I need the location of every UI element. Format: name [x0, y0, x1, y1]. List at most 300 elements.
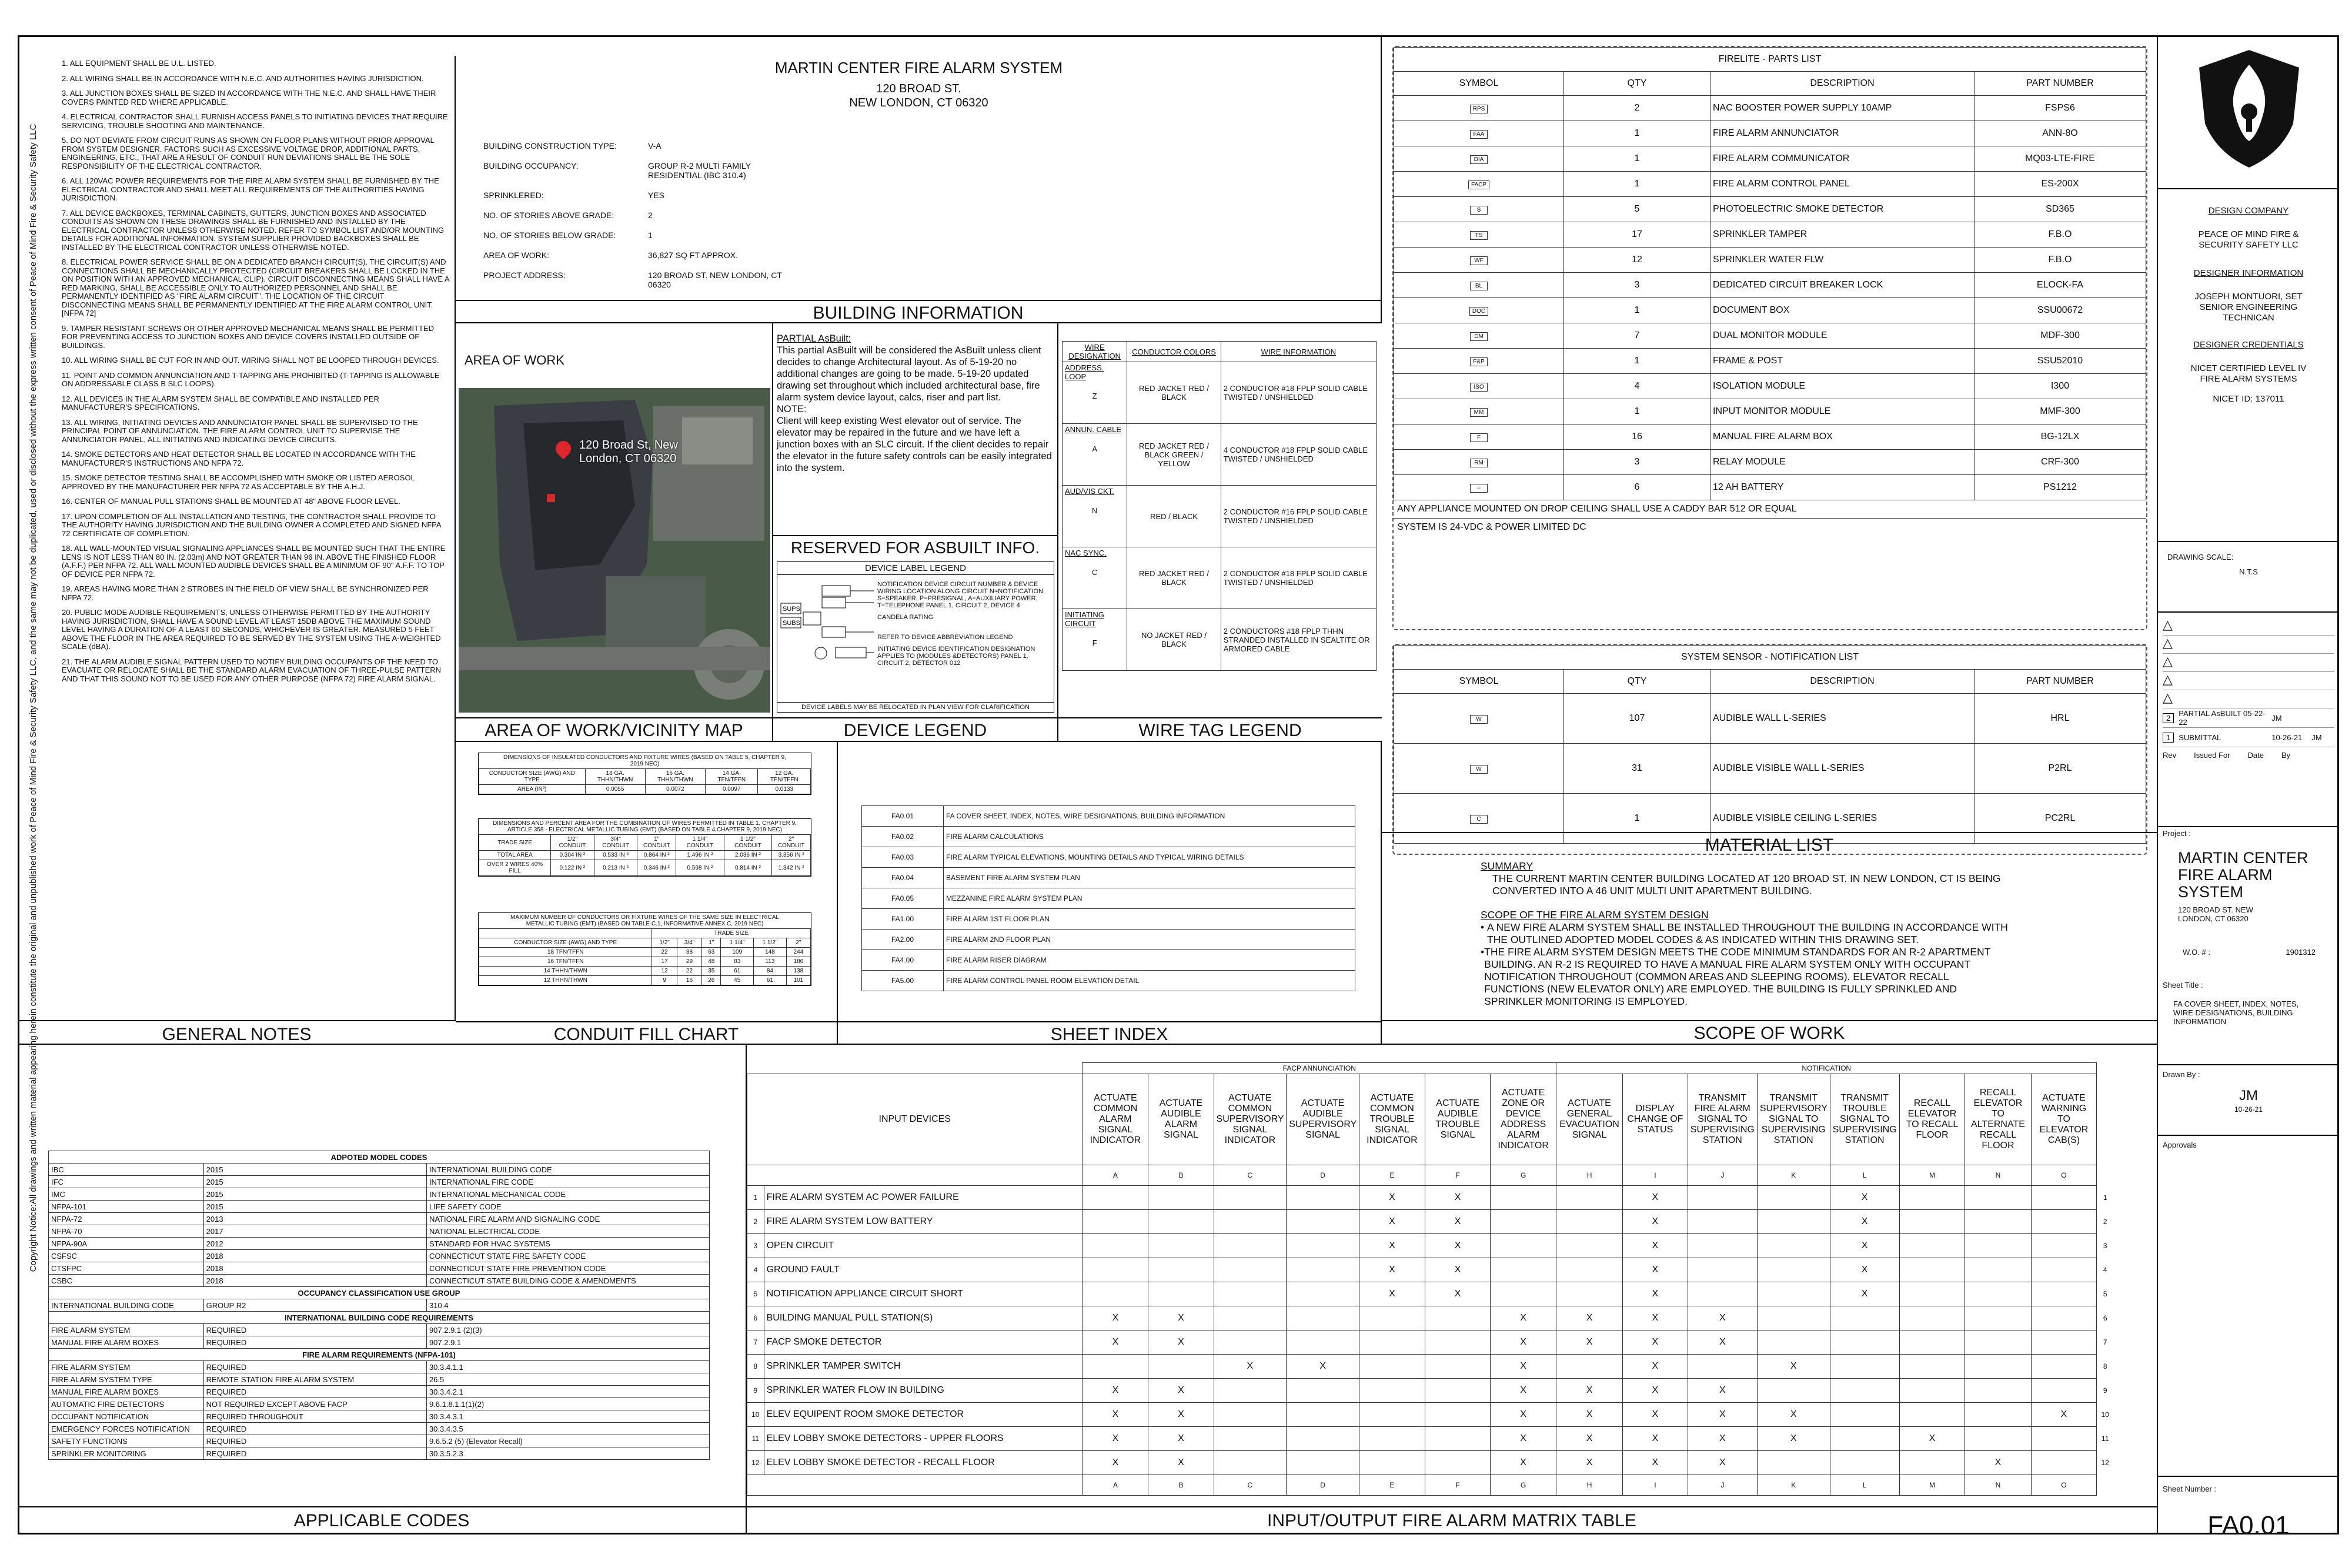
building-info-key: SPRINKLERED:: [483, 190, 544, 200]
sheet-number-cell: FA1.00: [862, 909, 944, 930]
matrix-column-header: ACTUATE COMMON ALARM SIGNAL INDICATOR: [1083, 1074, 1148, 1165]
conduit-panel: [456, 741, 838, 1044]
code-cell: REQUIRED: [203, 1423, 426, 1435]
device-label-legend: [777, 561, 1054, 713]
revision-header: Rev: [2163, 751, 2177, 760]
matrix-group-notification: NOTIFICATION: [1556, 1063, 2097, 1074]
matrix-cell: X: [1425, 1234, 1490, 1258]
building-info-title: BUILDING INFORMATION: [456, 300, 1381, 327]
part-qty: 1: [1564, 298, 1710, 323]
conduit-cell: 186: [786, 957, 810, 967]
device-symbol-icon: --: [1470, 484, 1488, 493]
svg-text:SUBS: SUBS: [783, 620, 800, 627]
code-cell: NFPA-70: [49, 1225, 204, 1238]
conduit-cell: 1" CONDUIT: [637, 835, 676, 851]
matrix-cell: [1214, 1186, 1287, 1210]
table-row: [747, 1427, 2114, 1451]
code-cell: REQUIRED THROUGHOUT: [203, 1410, 426, 1423]
general-note: 10. ALL WIRING SHALL BE CUT FOR IN AND OUT. WIRING SHALL NOT BE LOOPED THROUGH DEVICES.: [62, 356, 439, 365]
table-row: [1063, 362, 1377, 424]
code-cell: 30.3.4.3.1: [426, 1410, 709, 1423]
conduit-cell: 16 TFN/TFFN: [479, 957, 652, 967]
codes-header: ADPOTED MODEL CODES: [49, 1151, 710, 1164]
conduit-cell: 244: [786, 948, 810, 957]
general-note: 16. CENTER OF MANUAL PULL STATIONS SHALL BE MOUNTED AT 48" ABOVE FLOOR LEVEL.: [62, 497, 400, 506]
matrix-cell: X: [1083, 1306, 1148, 1330]
code-cell: MANUAL FIRE ALARM BOXES: [49, 1386, 204, 1398]
code-cell: 2013: [203, 1213, 426, 1225]
general-note: 18. ALL WALL-MOUNTED VISUAL SIGNALING APPLIANCES SHALL BE MOUNTED SUCH THAT THE ENTIRE LENS IS NOT LESS THAN 80 IN. (2.03m) AND NOT GREATER THAN 96 IN. ABOVE THE FINISHED FLOOR (A.F.F.) PER NFPA 72. ALL WALL MOUNTED AUDIBLE DEVICES SHALL BE A MINIMUM OF 90" A.F.F. TO TOP OF DEVICE PER NFPA 72.: [62, 544, 446, 579]
table-row: [747, 1379, 2114, 1403]
matrix-cell: X: [1688, 1379, 1757, 1403]
table-row: [1394, 222, 2146, 248]
material-list-title: MATERIAL LIST: [1382, 832, 2157, 859]
matrix-letter: G: [1491, 1165, 1556, 1186]
matrix-cell: X: [1148, 1427, 1214, 1451]
general-note: 7. ALL DEVICE BACKBOXES, TERMINAL CABINETS, GUTTERS, JUNCTION BOXES AND ASSOCIATED CONDUITS AS SHOWN ON THESE DRAWINGS SHALL BE FURNISHED AND INSTALLED BY THE ELECTRICAL CONTRACTOR UNLESS OTHERWISE NOTED. REFER TO SYMBOL LIST AND/OR MOUNTING DETAILS FOR ADDITIONAL INFORMATION. SYSTEM SUPPLIER PROVIDED BACKBOXES SHALL BE INSTALLED BY THE ELECTRICAL CONTRACTOR UNLESS OTHERWISE NOTED.: [62, 208, 445, 252]
code-cell: 30.3.5.2.3: [426, 1447, 709, 1460]
project-title: MARTIN CENTER FIRE ALARM SYSTEM: [774, 59, 1063, 76]
code-cell: EMERGENCY FORCES NOTIFICATION: [49, 1423, 204, 1435]
general-note: 11. POINT AND COMMON ANNUNCIATION AND T-TAPPING ARE PROHIBITED (T-TAPPING IS ALLOWABLE ON ADDRESSABLE CLASS B SLC LOOPS).: [62, 370, 440, 388]
revision-triangle-icon: △: [2163, 617, 2173, 632]
matrix-cell: X: [1425, 1282, 1490, 1306]
company-logo-icon: [2193, 47, 2305, 170]
wire-tag-header: WIRE DESIGNATION: [1063, 342, 1127, 362]
code-cell: 907.2.9.1: [426, 1336, 709, 1349]
conduit-cell: 22: [652, 948, 677, 957]
matrix-row-label: NOTIFICATION APPLIANCE CIRCUIT SHORT: [764, 1282, 1083, 1306]
matrix-cell: [1287, 1306, 1359, 1330]
building-info-value: 1: [648, 230, 653, 240]
codes-title: APPLICABLE CODES: [18, 1506, 746, 1537]
matrix-cell: [1757, 1282, 1830, 1306]
matrix-cell: [2031, 1210, 2097, 1234]
matrix-letter: D: [1287, 1475, 1359, 1496]
matrix-cell: [2031, 1306, 2097, 1330]
part-qty: 7: [1564, 323, 1710, 349]
matrix-row-number: 6: [747, 1306, 764, 1330]
revision-triangle-icon: △: [2163, 672, 2173, 687]
matrix-title: INPUT/OUTPUT FIRE ALARM MATRIX TABLE: [747, 1506, 2157, 1537]
wire-colors: NO JACKET RED / BLACK: [1141, 631, 1207, 648]
table-row: [862, 827, 1355, 847]
matrix-letter: E: [1359, 1165, 1425, 1186]
general-notes-list: [56, 56, 455, 683]
sheet-title-cell: MEZZANINE FIRE ALARM SYSTEM PLAN: [944, 888, 1355, 909]
part-qty: 3: [1564, 273, 1710, 298]
matrix-cell: [2031, 1427, 2097, 1451]
design-company-label: DESIGN COMPANY: [2208, 206, 2289, 216]
conduit-cell: [479, 929, 652, 938]
matrix-cell: [1083, 1282, 1148, 1306]
matrix-cell: [1425, 1451, 1490, 1475]
matrix-cell: [1965, 1258, 2031, 1282]
wire-tag-header: CONDUCTOR COLORS: [1127, 342, 1221, 362]
conduit-cell: 1/2" CONDUIT: [551, 835, 594, 851]
code-cell: SPRINKLER MONITORING: [49, 1447, 204, 1460]
table-row: [49, 1336, 710, 1349]
matrix-column-header: ACTUATE AUDIBLE SUPERVISORY SIGNAL: [1287, 1074, 1359, 1165]
parts-header: SYMBOL: [1394, 72, 1564, 96]
part-qty: 1: [1564, 146, 1710, 172]
matrix-cell: [2031, 1330, 2097, 1355]
revision-desc: SUBMITTAL: [2179, 733, 2221, 742]
matrix-letter: I: [1622, 1165, 1688, 1186]
matrix-blank: [747, 1165, 1083, 1186]
matrix-cell: [1556, 1234, 1623, 1258]
part-number: BG-12LX: [1975, 424, 2146, 450]
code-cell: FIRE ALARM SYSTEM TYPE: [49, 1373, 204, 1386]
part-qty: 1: [1564, 121, 1710, 146]
device-symbol-icon: MM: [1470, 408, 1488, 417]
matrix-cell: [1491, 1282, 1556, 1306]
vicinity-title: AREA OF WORK/VICINITY MAP: [456, 717, 772, 744]
sheet-index-panel: [838, 741, 1382, 1044]
matrix-cell: [1359, 1330, 1425, 1355]
code-cell: 907.2.9.1 (2)(3): [426, 1324, 709, 1336]
table-row: [1394, 349, 2146, 374]
matrix-row-label: OPEN CIRCUIT: [764, 1234, 1083, 1258]
conduit-cell: 0.0055: [585, 785, 645, 794]
device-symbol-icon: DIA: [1470, 155, 1488, 164]
conduit-cell: 0.864 IN ²: [637, 851, 676, 860]
parts-header: DESCRIPTION: [1710, 72, 1975, 96]
table-row: [862, 930, 1355, 950]
matrix-row-number: 3: [747, 1234, 764, 1258]
matrix-cell: [1965, 1210, 2031, 1234]
title-block-project: MARTIN CENTER FIRE ALARM SYSTEM: [2178, 849, 2308, 901]
matrix-column-header: TRANSMIT FIRE ALARM SIGNAL TO SUPERVISING STATION: [1688, 1074, 1757, 1165]
device-legend-line: INITIATING DEVICE IDENTIFICATION DESIGNATION APPLIES TO (MODULES &DETECTORS) PANEL 1, CIRCUIT 2, DETECTOR 012: [877, 646, 1035, 667]
device-symbol-icon: DM: [1470, 332, 1488, 341]
matrix-cell: X: [1622, 1427, 1688, 1451]
parts-header: DESCRIPTION: [1710, 670, 1975, 694]
parts-header: QTY: [1564, 72, 1710, 96]
code-cell: 2015: [203, 1176, 426, 1188]
matrix-cell: X: [1556, 1306, 1623, 1330]
matrix-cell: [1830, 1403, 1899, 1427]
code-cell: SAFETY FUNCTIONS: [49, 1435, 204, 1447]
matrix-cell: [1965, 1282, 2031, 1306]
matrix-row-number: 8: [747, 1355, 764, 1379]
code-cell: REQUIRED: [203, 1361, 426, 1373]
conduit-t3-title: MAXIMUM NUMBER OF CONDUCTORS OR FIXTURE WIRES OF THE SAME SIZE IN ELECTRICAL METALLIC TUBING (EMT) (BASED ON TABLE C.1, INFORMATIVE ANNEX C, 2019 NEC): [510, 914, 779, 927]
sheet-title-cell: FIRE ALARM RISER DIAGRAM: [944, 950, 1355, 971]
device-legend-line: NOTIFICATION DEVICE CIRCUIT NUMBER & DEVICE WIRING LOCATION ALONG CIRCUIT N=NOTIFICATION, S=SPEAKER, P=PRESIGNAL, A=AUXILIARY POWER, T=TELEPHONE PANEL 1, CIRCUIT 2, DEVICE 4: [877, 581, 1045, 609]
sheet-number-label: Sheet Number :: [2163, 1485, 2217, 1493]
matrix-row-label: SPRINKLER TAMPER SWITCH: [764, 1355, 1083, 1379]
matrix-row-number: 7: [747, 1330, 764, 1355]
matrix-row-label: BUILDING MANUAL PULL STATION(S): [764, 1306, 1083, 1330]
matrix-cell: X: [1491, 1403, 1556, 1427]
table-row: [862, 806, 1355, 827]
general-note: 3. ALL JUNCTION BOXES SHALL BE SIZED IN ACCORDANCE WITH THE N.E.C. AND SHALL HAVE THEIR COVERS PAINTED RED WHERE APPLICABLE.: [62, 89, 436, 106]
table-row: [747, 1451, 2114, 1475]
matrix-cell: [1214, 1330, 1287, 1355]
matrix-cell: [1083, 1210, 1148, 1234]
matrix-cell: [1214, 1403, 1287, 1427]
code-cell: 30.3.4.3.5: [426, 1423, 709, 1435]
matrix-cell: [1083, 1258, 1148, 1282]
matrix-cell: [1899, 1186, 1965, 1210]
part-description: SPRINKLER WATER FLW: [1710, 248, 1975, 273]
conduit-cell: 45: [721, 976, 754, 985]
parts-header: PART NUMBER: [1975, 670, 2146, 694]
sensor-list-box: [1392, 644, 2147, 855]
table-row: [49, 1176, 710, 1188]
drawn-by: JM: [2239, 1088, 2258, 1104]
matrix-cell: [1359, 1355, 1425, 1379]
scope-summary-heading: SUMMARY: [1481, 860, 1534, 872]
wire-info: 2 CONDUCTORS #18 FPLP THHN STRANDED INSTALLED IN SEALTITE OR ARMORED CABLE: [1223, 626, 1370, 653]
device-symbol-icon: FAA: [1470, 130, 1488, 139]
matrix-cell: [1148, 1234, 1214, 1258]
matrix-row-number: 12: [747, 1451, 764, 1475]
matrix-cell: [1359, 1451, 1425, 1475]
conduit-cell: 0.598 IN ²: [676, 860, 724, 876]
designer-info-label: DESIGNER INFORMATION: [2193, 268, 2304, 278]
sheet-number-cell: FA0.04: [862, 868, 944, 888]
matrix-cell: [1359, 1379, 1425, 1403]
matrix-cell: [1899, 1330, 1965, 1355]
matrix-cell: [1757, 1186, 1830, 1210]
code-cell: CTSFPC: [49, 1262, 204, 1275]
part-description: MANUAL FIRE ALARM BOX: [1710, 424, 1975, 450]
matrix-cell: [1830, 1306, 1899, 1330]
building-info-value: 36,827 SQ FT APPROX.: [648, 250, 739, 260]
matrix-letter: K: [1757, 1475, 1830, 1496]
parts-header: SYMBOL: [1394, 670, 1564, 694]
matrix-cell: [1830, 1451, 1899, 1475]
conduit-cell: 3.356 IN ²: [772, 851, 811, 860]
matrix-row-label: FACP SMOKE DETECTOR: [764, 1330, 1083, 1355]
code-cell: 2018: [203, 1250, 426, 1262]
matrix-cell: [1148, 1282, 1214, 1306]
wire-tag-header: WIRE INFORMATION: [1221, 342, 1376, 362]
matrix-cell: [1214, 1210, 1287, 1234]
conduit-table-1: [478, 753, 811, 795]
matrix-column-header: ACTUATE COMMON SUPERVISORY SIGNAL INDICATOR: [1214, 1074, 1287, 1165]
wire-name: INITIATING CIRCUIT: [1065, 610, 1104, 628]
device-symbol-icon: C: [1470, 815, 1488, 824]
code-cell: MANUAL FIRE ALARM BOXES: [49, 1336, 204, 1349]
device-symbol-icon: WF: [1470, 256, 1488, 265]
code-cell: NFPA-90A: [49, 1238, 204, 1250]
general-note: 14. SMOKE DETECTORS AND HEAT DETECTOR SHALL BE LOCATED IN ACCORDANCE WITH THE MANUFACTURER'S INSTRUCTIONS AND NFPA 72.: [62, 450, 416, 467]
device-symbol-icon: BL: [1470, 282, 1488, 290]
matrix-row-number: 5: [747, 1282, 764, 1306]
matrix-row-label: ELEV LOBBY SMOKE DETECTOR - RECALL FLOOR: [764, 1451, 1083, 1475]
conduit-cell: TOTAL AREA: [479, 851, 551, 860]
matrix-blank: [2097, 1063, 2114, 1074]
bullet-icon: •: [1481, 921, 1485, 933]
part-number: ANN-8O: [1975, 121, 2146, 146]
matrix-cell: [1287, 1403, 1359, 1427]
matrix-cell: X: [1556, 1427, 1623, 1451]
matrix-cell: [1214, 1258, 1287, 1282]
building-info-key: BUILDING OCCUPANCY:: [483, 161, 579, 170]
matrix-cell: X: [1830, 1258, 1899, 1282]
part-description: FIRE ALARM CONTROL PANEL: [1710, 172, 1975, 197]
table-row: [1394, 744, 2146, 794]
revision-by: JM: [2271, 713, 2282, 723]
table-row: [1063, 486, 1377, 547]
matrix-cell: [1688, 1186, 1757, 1210]
matrix-cell: X: [1757, 1355, 1830, 1379]
part-description: SPRINKLER TAMPER: [1710, 222, 1975, 248]
sheet-title-cell: FIRE ALARM CALCULATIONS: [944, 827, 1355, 847]
general-note: 8. ELECTRICAL POWER SERVICE SHALL BE ON A DEDICATED BRANCH CIRCUIT(S). THE CIRCUIT(S) AND CONNECTIONS SHALL BE MECHANICALLY PROTECTED (CIRCUIT BREAKERS SHALL BE LOCKED IN THE ON POSITION WITH AN APPROVED MECHANICAL CLIP). CIRCUIT DISCONNECTING MEANS SHALL HAVE A RED MARKING, SHALL BE ACCESSIBLE ONLY TO AUTHORIZED PERSONNEL AND SHALL BE PERMANENTLY IDENTIFIED AS "FIRE ALARM CIRCUIT". THE LOCATION OF THE CIRCUIT DISCONNECTING MEANS SHALL BE PERMANENTLY IDENTIFIED AT THE FIRE ALARM CONTROL UNIT.[NFPA 72]: [62, 258, 449, 317]
table-row: [747, 1210, 2114, 1234]
general-note: 15. SMOKE DETECTOR TESTING SHALL BE ACCOMPLISHED WITH SMOKE OR LISTED AEROSOL APPROVED BY THE MANUFACTURER PER NFPA 72 AS ACCEPTABLE BY THE A.H.J.: [62, 473, 415, 491]
matrix-cell: [1214, 1451, 1287, 1475]
revision-desc: PARTIAL AsBUILT 05-22-22: [2179, 709, 2266, 727]
matrix-cell: [1688, 1355, 1757, 1379]
matrix-letter: B: [1148, 1165, 1214, 1186]
asbuilt-note-heading: NOTE:: [777, 404, 807, 414]
revision-triangle-icon: △: [2163, 654, 2173, 668]
matrix-letter: F: [1425, 1475, 1490, 1496]
matrix-cell: X: [1622, 1258, 1688, 1282]
matrix-letter: D: [1287, 1165, 1359, 1186]
matrix-cell: X: [1830, 1282, 1899, 1306]
device-symbol-icon: ISO: [1470, 383, 1488, 392]
matrix-letter: O: [2031, 1165, 2097, 1186]
part-description: NAC BOOSTER POWER SUPPLY 10AMP: [1710, 96, 1975, 121]
sheet-title: FA COVER SHEET, INDEX, NOTES, WIRE DESIGNATIONS, BUILDING INFORMATION: [2173, 999, 2299, 1026]
matrix-cell: [1491, 1210, 1556, 1234]
project-label: Project :: [2163, 829, 2191, 838]
wire-code: F: [1092, 638, 1097, 647]
matrix-cell: [1287, 1258, 1359, 1282]
table-row: [1394, 146, 2146, 172]
sheet-title-cell: BASEMENT FIRE ALARM SYSTEM PLAN: [944, 868, 1355, 888]
revision-header: Issued For: [2194, 751, 2230, 760]
matrix-cell: X: [1083, 1403, 1148, 1427]
sheet-number: FA0.01: [2207, 1511, 2290, 1540]
scope-title: SCOPE OF WORK: [1382, 1020, 2157, 1047]
matrix-blank: [2097, 1165, 2114, 1186]
table-row: [49, 1386, 710, 1398]
table-row: [49, 1201, 710, 1213]
matrix-letter: I: [1622, 1475, 1688, 1496]
conduit-cell: 61: [721, 967, 754, 976]
scope-bullet-2: THE FIRE ALARM SYSTEM DESIGN MEETS THE CODE MINIMUM STANDARDS FOR AN R-2 APARTMENT BUILDING. AN R-2 IS REQUIRED TO HAVE A MANUAL FIRE ALARM SYSTEM ONLY WITH OCCUPANT NOTIFICATION THROUGHOUT (COMMON AREAS AND SLEEPING ROOMS). ELEVATOR RECALL FUNCTIONS (NEW ELEVATOR ONLY) ARE EMPLOYED. THE BUILDING IS FULLY SPRINKLED AND SPRINKLER MONITORING IS EMPLOYED.: [1484, 946, 1990, 1007]
matrix-row-label: SPRINKLER WATER FLOW IN BUILDING: [764, 1379, 1083, 1403]
code-cell: CSBC: [49, 1275, 204, 1287]
table-row: [862, 868, 1355, 888]
conduit-cell: 0.304 IN ²: [551, 851, 594, 860]
sensor-table: [1394, 645, 2146, 844]
matrix-cell: [1148, 1186, 1214, 1210]
general-note: 6. ALL 120VAC POWER REQUIREMENTS FOR THE FIRE ALARM SYSTEM SHALL BE FURNISHED BY THE ELECTRICAL CONTRACTOR AND SHALL MEET ALL REQUIREMENTS OF THE AUTHORITIES HAVING JURISDICTION.: [62, 176, 439, 202]
table-row: [1394, 121, 2146, 146]
table-row: [747, 1330, 2114, 1355]
conduit-cell: TRADE SIZE: [479, 835, 551, 851]
matrix-cell: X: [1622, 1355, 1688, 1379]
conduit-t1-title: DIMENSIONS OF INSULATED CONDUCTORS AND FIXTURE WIRES (BASED ON TABLE 5, CHAPTER 9, 2019 NEC): [503, 754, 786, 767]
sheet-number-cell: FA2.00: [862, 930, 944, 950]
matrix-cell: X: [1965, 1451, 2031, 1475]
conduit-trade-size: TRADE SIZE: [652, 929, 811, 938]
matrix-cell: X: [1757, 1403, 1830, 1427]
code-cell: 2015: [203, 1188, 426, 1201]
wire-name: NAC SYNC.: [1065, 549, 1107, 557]
conduit-cell: 29: [677, 957, 701, 967]
conduit-cell: 1/2": [652, 938, 677, 948]
device-symbol-icon: FACP: [1468, 180, 1489, 189]
matrix-cell: X: [1425, 1186, 1490, 1210]
matrix-row-number: 5: [2103, 1290, 2107, 1298]
matrix-row-number: 10: [747, 1403, 764, 1427]
wire-name: AUD/VIS CKT.: [1065, 487, 1114, 496]
building-info-value: V-A: [648, 141, 662, 151]
aerial-map: [459, 388, 770, 713]
table-row: [1063, 609, 1377, 671]
table-row: [49, 1435, 710, 1447]
wire-code: C: [1091, 568, 1098, 577]
matrix-cell: X: [1688, 1403, 1757, 1427]
table-row: [1394, 450, 2146, 475]
code-cell: 26.5: [426, 1373, 709, 1386]
code-cell: NATIONAL FIRE ALARM AND SIGNALING CODE: [426, 1213, 709, 1225]
code-cell: LIFE SAFETY CODE: [426, 1201, 709, 1213]
matrix-input-label: INPUT DEVICES: [747, 1074, 1083, 1165]
vicinity-panel: [456, 323, 773, 741]
matrix-blank: [2097, 1475, 2114, 1496]
matrix-cell: X: [1491, 1330, 1556, 1355]
conduit-cell: 84: [754, 967, 787, 976]
matrix-cell: [1214, 1282, 1287, 1306]
revision-triangle-icon: △: [2163, 636, 2173, 650]
code-cell: FIRE ALARM SYSTEM: [49, 1324, 204, 1336]
general-note: 1. ALL EQUIPMENT SHALL BE U.L. LISTED.: [62, 59, 216, 68]
table-row: [49, 1447, 710, 1460]
matrix-cell: X: [1556, 1379, 1623, 1403]
matrix-row-number: 10: [2101, 1410, 2109, 1419]
wire-info: 4 CONDUCTOR #18 FPLP SOLID CABLE TWISTED / UNSHIELDED: [1223, 446, 1368, 463]
matrix-cell: X: [1622, 1403, 1688, 1427]
matrix-row-label: ELEV EQUIPENT ROOM SMOKE DETECTOR: [764, 1403, 1083, 1427]
matrix-row-label: FIRE ALARM SYSTEM LOW BATTERY: [764, 1210, 1083, 1234]
matrix-cell: [1287, 1282, 1359, 1306]
table-row: [862, 888, 1355, 909]
part-qty: 1: [1564, 349, 1710, 374]
asbuilt-text: This partial AsBuilt will be considered the AsBuilt unless client decides to change Architectural layout. As of 5-19-20 no additional changes are going to be made. 5-19-20 updated drawing set throughout which included architectural base, fire alarm system device layout, calcs, riser and part list.: [777, 345, 1041, 403]
table-row: [862, 950, 1355, 971]
table-row: [49, 1225, 710, 1238]
table-row: [1394, 424, 2146, 450]
drawing-scale-label: DRAWING SCALE:: [2167, 553, 2234, 561]
conduit-cell: 48: [702, 957, 721, 967]
matrix-letter: K: [1757, 1165, 1830, 1186]
device-symbol-icon: RM: [1470, 459, 1488, 467]
table-row: [1394, 399, 2146, 424]
codes-header: OCCUPANCY CLASSIFICATION USE GROUP: [49, 1287, 710, 1299]
code-cell: 30.3.4.1.1: [426, 1361, 709, 1373]
matrix-cell: [1688, 1258, 1757, 1282]
code-cell: NATIONAL ELECTRICAL CODE: [426, 1225, 709, 1238]
conduit-cell: CONDUCTOR SIZE (AWG) AND TYPE: [479, 769, 586, 785]
table-row: [49, 1423, 710, 1435]
part-qty: 4: [1564, 374, 1710, 399]
matrix-row-number: 9: [2103, 1386, 2107, 1395]
matrix-cell: [1965, 1306, 2031, 1330]
code-cell: 2017: [203, 1225, 426, 1238]
matrix-cell: X: [1491, 1451, 1556, 1475]
building-info-key: NO. OF STORIES BELOW GRADE:: [483, 230, 616, 240]
